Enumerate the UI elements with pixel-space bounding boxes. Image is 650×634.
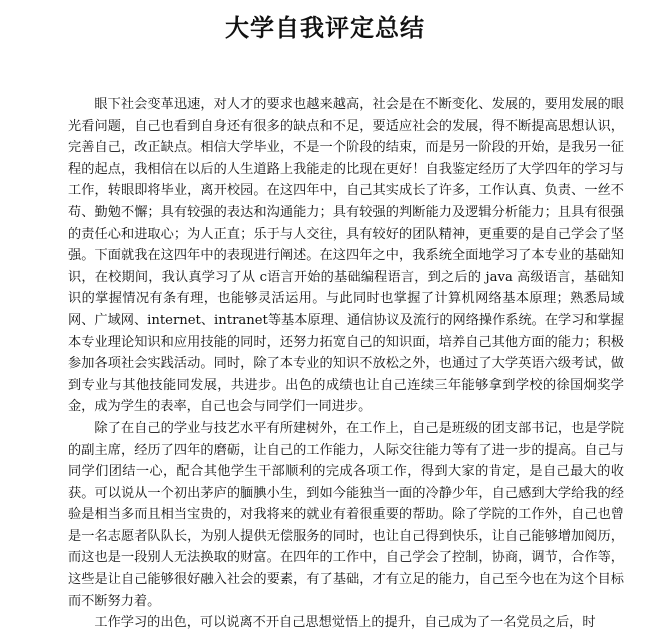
- document-title: 大学自我评定总结: [225, 14, 425, 42]
- paragraph-3: 工作学习的出色，可以说离不开自己思想觉悟上的提升，自己成为了一名党员之后，时: [94, 615, 596, 631]
- paragraph-2: 除了在自己的学业与技艺水平有所建树外，在工作上，自己是班级的团支部书记，也是学院的副主席，经历了四年的磨砺，让自己的工作能力，人际交往能力等有了进一步的提高。自己与同学们团结一心，配合其他学生干部顺利的完成各项工作，得到大家的肯定，是自己最大的收获。可以说从一个初出茅庐的腼腆小生，到如今能独当一面的冷静少年，自己感到大学给我的经验是相当多而且相当宝贵的，对我将来的就业有着很重要的帮助。除了学院的工作外，自己也曾是一名志愿者队队长，为别人提供无偿服务的同时，也让自己得到快乐，让自己能够增加阅历，而这也是一段别人无法换取的财富。在四年的工作中，自己学会了控制，协商，调节，合作等，这些是让自己能够很好融入社会的要素，有了基础，才有立足的能力，自己至今也在为这个目标而不断努力着。: [68, 420, 624, 609]
- document-body: [68, 94, 624, 634]
- paragraph-1: 眼下社会变革迅速，对人才的要求也越来越高，社会是在不断变化、发展的，要用发展的眼光看问题，自己也看到自身还有很多的缺点和不足，要适应社会的发展，得不断提高思想认识，完善自己，改正缺点。相信大学毕业，不是一个阶段的结束，而是另一阶段的开始，是我另一征程的起点，我相信在以后的人生道路上我能走的比现在更好！自我鉴定经历了大学四年的学习与工作，转眼即将毕业，离开校园。在这四年中，自己其实成长了许多，工作认真、负责、一丝不苟、勤勉不懈；具有较强的表达和沟通能力；具有较强的判断能力及逻辑分析能力；且具有很强的责任心和进取心；为人正直；乐于与人交往，具有较好的团队精神，更重要的是自己学会了坚强。下面就我在这四年中的表现进行阐述。在这四年之中，我系统全面地学习了本专业的基础知识，在校期间，我认真学习了从 c语言开始的基础编程语言，到之后的 java 高级语言，基础知识的掌握情况有条有理，也能够灵活运用。与此同时也掌握了计算机网络基本原理；熟悉局域网、广域网、internet、intranet等基本原理、通信协议及流行的网络操作系统。在学习和掌握本专业理论知识和应用技能的同时，还努力拓宽自己的知识面，培养自己其他方面的能力；积极参加各项社会实践活动。同时，除了本专业的知识不放松之外，也通过了大学英语六级考试，做到专业与其他技能同发展，共进步。出色的成绩也让自己连续三年能够拿到学校的徐国炯奖学金，成为学生的表率，自己也会与同学们一同进步。: [68, 97, 624, 415]
